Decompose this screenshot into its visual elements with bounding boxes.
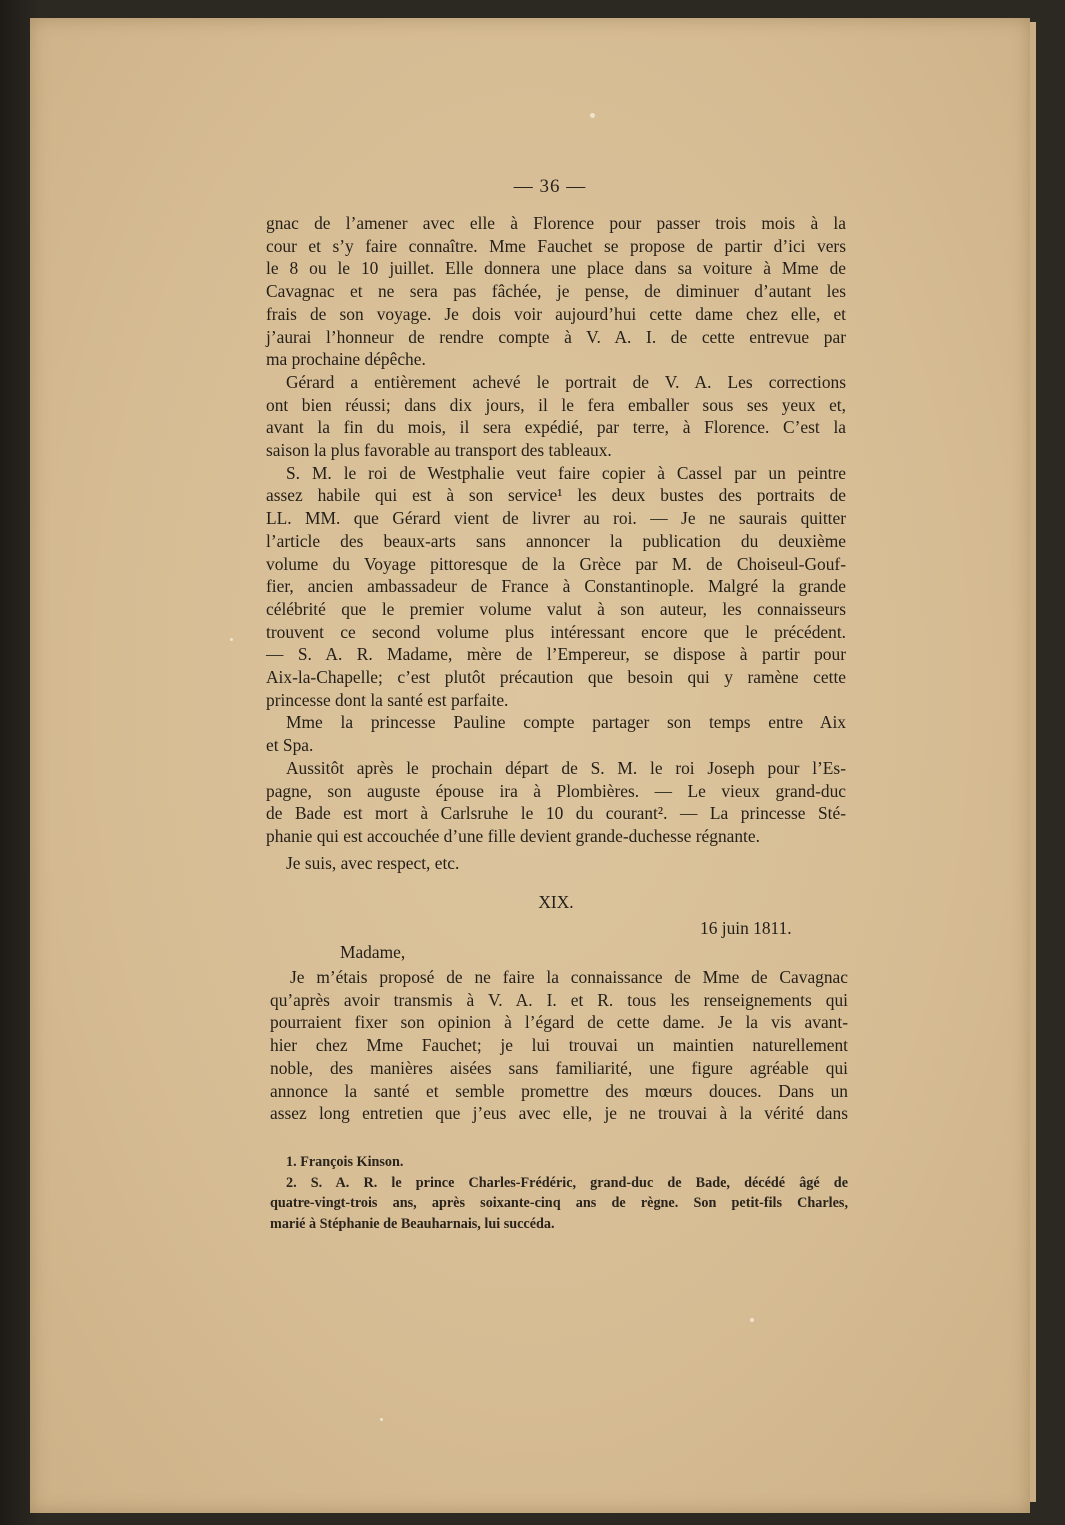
text-line: célébrité que le premier volume valut à son auteur, les connaisseurs (266, 598, 846, 619)
footnote-line: 2. S. A. R. le prince Charles-Frédéric, grand-duc de Bade, décédé âgé de (286, 1174, 848, 1191)
text-line: de Bade est mort à Carlsruhe le 10 du courant². — La princesse Sté- (266, 803, 846, 824)
letter-number-heading: XIX. (538, 892, 574, 912)
closing (266, 852, 846, 875)
text-line: j’aurai l’honneur de rendre compte à V. A. I. de cette entrevue par (266, 326, 846, 347)
paper-speck (590, 113, 595, 118)
text-line: saison la plus favorable au transport des tableaux. (266, 440, 612, 461)
text-line: pourraient fixer son opinion à l’égard de cette dame. Je la vis avant- (270, 1012, 848, 1033)
paragraph (266, 212, 846, 371)
text-line: Aix-la-Chapelle; c’est plutôt précaution que besoin qui y ramène cette (266, 667, 846, 688)
text-line: Aussitôt après le prochain départ de S. M. le roi Joseph pour l’Es- (286, 757, 846, 778)
paragraph-cont (266, 394, 846, 462)
text-line: Je m’étais proposé de ne faire la connaissance de Mme de Cavagnac (290, 967, 848, 987)
text-line: hier chez Mme Fauchet; je lui trouvai un maintien naturellement (270, 1035, 848, 1056)
text-line: volume du Voyage pittoresque de la Grèce par M. de Choiseul-Gouf- (266, 553, 846, 574)
text-line: qu’après avoir transmis à V. A. I. et R. tous les renseignements qui (270, 989, 848, 1010)
footnote-cont (270, 1193, 848, 1234)
text-line: annonce la santé et semble promettre des mœurs douces. Dans un (270, 1080, 848, 1101)
text-line: fier, ancien ambassadeur de France à Constantinople. Malgré la grande (266, 576, 846, 597)
letter-body-continued (266, 212, 846, 874)
text-line: trouvent ce second volume plus intéressant encore que le précédent. (266, 621, 846, 642)
footnote (270, 1152, 848, 1173)
footnote-line: quatre-vingt-trois ans, après soixante-cinq ans de règne. Son petit-fils Charles, (270, 1195, 848, 1211)
text-line: cour et s’y faire connaître. Mme Fauchet se propose de partir d’ici vers (266, 235, 846, 256)
paragraph (266, 711, 846, 734)
paper-speck (230, 638, 233, 641)
paper-speck (750, 1318, 754, 1322)
text-line: l’article des beaux-arts sans annoncer la publication du deuxième (266, 530, 846, 551)
text-line: Je suis, avec respect, etc. (286, 852, 460, 873)
text-line: S. M. le roi de Westphalie veut faire copier à Cassel par un peintre (286, 462, 846, 483)
paragraph-cont (266, 780, 846, 848)
text-line: Gérard a entièrement achevé le portrait de V. A. Les corrections (286, 371, 846, 392)
paper-speck (380, 1418, 383, 1421)
text-line: Mme la princesse Pauline compte partager son temps entre Aix (286, 712, 846, 733)
text-line: LL. MM. que Gérard vient de livrer au roi. — Je ne saurais quitter (266, 508, 846, 529)
text-line: — S. A. R. Madame, mère de l’Empereur, se dispose à partir pour (266, 644, 846, 665)
paragraph (266, 757, 846, 780)
paragraph-cont (266, 484, 846, 711)
letter-body (270, 966, 848, 1125)
text-line: Cavagnac et ne sera pas fâchée, je pense, de diminuer d’autant les (266, 281, 846, 302)
paragraph (266, 462, 846, 485)
text-line: le 8 ou le 10 juillet. Elle donnera une place dans sa voiture à Mme de (266, 258, 846, 279)
paragraph (266, 371, 846, 394)
footnote-line: 1. François Kinson. (286, 1154, 404, 1170)
text-line: noble, des manières aisées sans familiarité, une figure agréable qui (270, 1057, 848, 1078)
text-line: avant la fin du mois, il sera expédié, par terre, à Florence. C’est la (266, 417, 846, 438)
text-line: pagne, son auguste épouse ira à Plombières. — Le vieux grand-duc (266, 780, 846, 801)
text-line: frais de son voyage. Je dois voir aujourd’hui cette dame chez elle, et (266, 303, 846, 324)
letter-date: 16 juin 1811. (700, 918, 792, 938)
footnote (270, 1173, 848, 1194)
letter-salutation: Madame, (340, 942, 406, 962)
paragraph-cont (266, 734, 846, 757)
text-line: ont bien réussi; dans dix jours, il le fera emballer sous ses yeux et, (266, 394, 846, 415)
text-line: gnac de l’amener avec elle à Florence pour passer trois mois à la (266, 213, 846, 233)
page-number: — 36 — (513, 176, 587, 197)
text-line: assez habile qui est à son service¹ les deux bustes des portraits de (266, 485, 846, 506)
text-line: princesse dont la santé est parfaite. (266, 689, 509, 710)
text-line: phanie qui est accouchée d’une fille devient grande-duchesse régnante. (266, 825, 760, 846)
footnotes (270, 1152, 848, 1234)
text-line: ma prochaine dépêche. (266, 349, 426, 370)
text-line: et Spa. (266, 735, 314, 756)
footnote-line: marié à Stéphanie de Beauharnais, lui succéda. (270, 1215, 555, 1232)
paragraph (270, 966, 848, 989)
text-line: assez long entretien que j’eus avec elle, je ne trouvai à la vérité dans (270, 1103, 848, 1124)
paragraph-cont (270, 989, 848, 1125)
